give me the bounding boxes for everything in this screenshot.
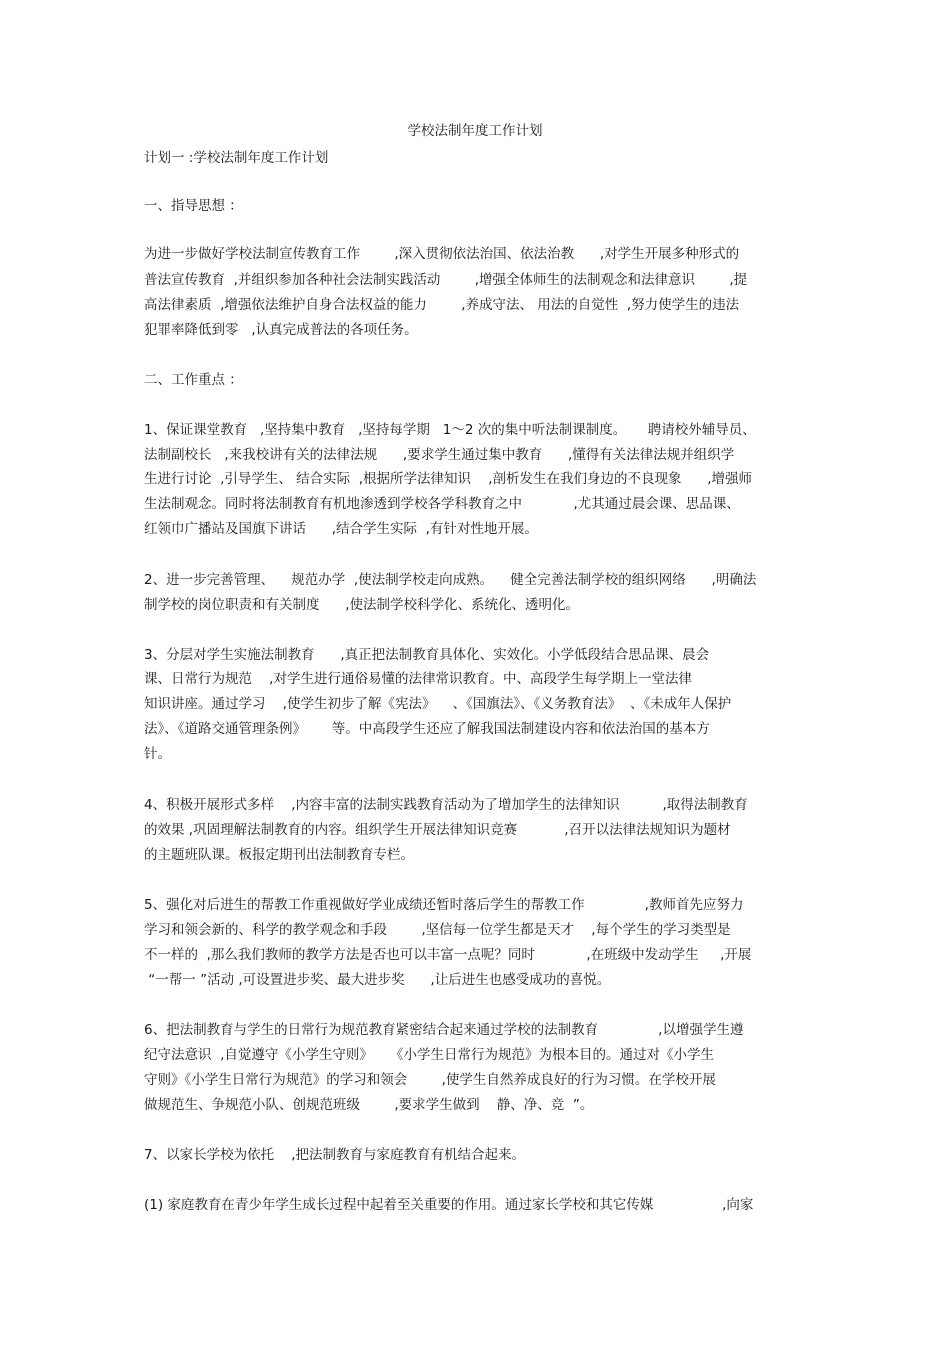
item4-line: 的主题班队课。板报定期刊出法制教育专栏。 (144, 847, 414, 863)
document-subtitle: 计划一 :学校法制年度工作计划 (144, 150, 329, 166)
section1-line: 犯罪率降低到零 ,认真完成普法的各项任务。 (144, 322, 418, 338)
item7-sub-line: (1) 家庭教育在青少年学生成长过程中起着至关重要的作用。通过家长学校和其它传媒 ,向家 (144, 1197, 754, 1213)
item3-line: 法》、《道路交通管理条例》 等。中高段学生还应了解我国法制建设内容和依法治国的基本方 (144, 721, 710, 737)
item5-line: 5、强化对后进生的帮教工作重视做好学业成绩还暂时落后学生的帮教工作 ,教师首先应努力 (144, 897, 744, 913)
document-title: 学校法制年度工作计划 (407, 123, 543, 139)
item1-line: 法制副校长 ,来我校讲有关的法律法规 ,要求学生通过集中教育 ,懂得有关法律法规并组织学 (144, 447, 735, 463)
item5-line: 学习和领会新的、科学的教学观念和手段 ,坚信每一位学生都是天才 ,每个学生的学习类型是 (144, 922, 731, 938)
item6-line: 纪守法意识 ,自觉遵守《小学生守则》 《小学生日常行为规范》为根本目的。通过对《小学生 (144, 1047, 715, 1063)
item6-line: 守则》《小学生日常行为规范》的学习和领会 ,使学生自然养成良好的行为习惯。在学校开展 (144, 1072, 716, 1088)
item2-line: 制学校的岗位职责和有关制度 ,使法制学校科学化、系统化、透明化。 (144, 597, 580, 613)
item2-line: 2、进一步完善管理、 规范办学 ,使法制学校走向成熟。 健全完善法制学校的组织网络 ,明确法 (144, 572, 757, 588)
item6-line: 做规范生、争规范小队、创规范班级 ,要求学生做到 静、净、竞 ”。 (144, 1097, 594, 1113)
section1-line: 为进一步做好学校法制宣传教育工作 ,深入贯彻依法治国、依法治教 ,对学生开展多种形式的 (144, 246, 740, 262)
item5-line: 不一样的 ,那么我们教师的教学方法是否也可以丰富一点呢？同时 ,在班级中发动学生 ,开展 (144, 947, 752, 963)
item3-line: 课、日常行为规范 ,对学生进行通俗易懂的法律常识教育。中、高段学生每学期上一堂法律 (144, 671, 692, 687)
item7-line: 7、以家长学校为依托 ,把法制教育与家庭教育有机结合起来。 (144, 1147, 526, 1163)
item1-line: 生法制观念。同时将法制教育有机地渗透到学校各学科教育之中 ,尤其通过晨会课、思品课、 (144, 496, 740, 512)
item6-line: 6、把法制教育与学生的日常行为规范教育紧密结合起来通过学校的法制教育 ,以增强学生遵 (144, 1022, 744, 1038)
section-heading-work-focus: 二、工作重点 ： (144, 372, 243, 388)
item4-line: 的效果 ,巩固理解法制教育的内容。组织学生开展法律知识竞赛 ,召开以法律法规知识为题材 (144, 822, 731, 838)
section1-line: 高法律素质 ,增强依法维护自身合法权益的能力 ,养成守法、 用法的自觉性 ,努力使学生的违法 (144, 297, 740, 313)
item1-line: 1、保证课堂教育 ,坚持集中教育 ,坚持每学期 1～2 次的集中听法制课制度。 聘请校外辅导员、 (144, 422, 756, 438)
item3-line: 针。 (144, 746, 171, 762)
item4-line: 4、积极开展形式多样 ,内容丰富的法制实践教育活动为了增加学生的法律知识 ,取得法制教育 (144, 797, 748, 813)
item1-line: 生进行讨论 ,引导学生、 结合实际 ,根据所学法律知识 ,剖析发生在我们身边的不良现象 ,增强师 (144, 471, 753, 487)
item3-line: 3、分层对学生实施法制教育 ,真正把法制教育具体化、实效化。小学低段结合思品课、晨会 (144, 647, 710, 663)
section1-line: 普法宣传教育 ,并组织参加各种社会法制实践活动 ,增强全体师生的法制观念和法律意识 ,提 (144, 272, 748, 288)
item5-line: “一帮一 ”活动 ,可设置进步奖、最大进步奖 ,让后进生也感受成功的喜悦。 (144, 972, 611, 988)
item3-line: 知识讲座。通过学习 ,使学生初步了解《宪法》 、《国旗法》、《义务教育法》 、《未成年人保护 (144, 696, 732, 712)
item1-line: 红领巾广播站及国旗下讲话 ,结合学生实际 ,有针对性地开展。 (144, 521, 538, 537)
section-heading-guiding-thought: 一、指导思想 ： (144, 198, 243, 214)
